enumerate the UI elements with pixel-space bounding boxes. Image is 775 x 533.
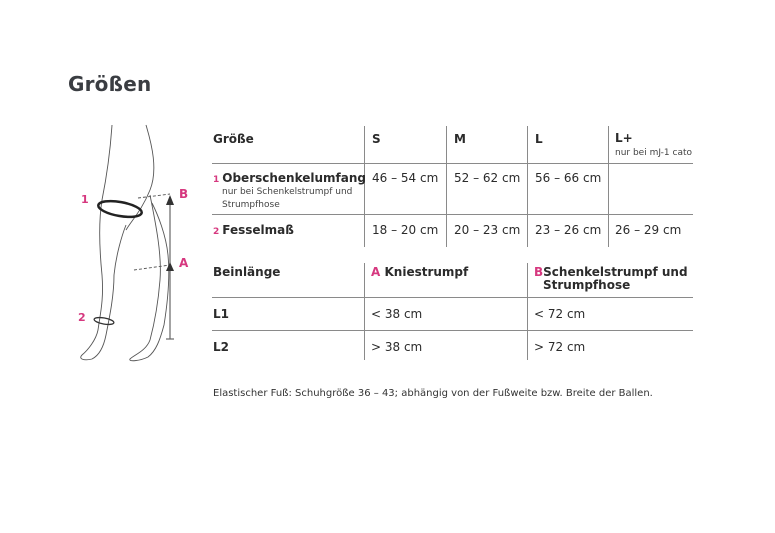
lplus-note: nur bei mJ-1 cato	[615, 148, 693, 158]
row-ankle-label	[213, 223, 294, 237]
cell-thigh-l: 56 – 66 cm	[535, 171, 602, 185]
cell-ankle-lplus: 26 – 29 cm	[615, 223, 682, 237]
row-number: 1	[213, 175, 220, 185]
marker-1: 1	[81, 193, 89, 206]
length-header-b	[534, 265, 688, 279]
cell-l2-b: > 72 cm	[534, 340, 586, 354]
cell-thigh-m: 52 – 62 cm	[454, 171, 521, 185]
page-title: Größen	[68, 72, 152, 96]
divider	[364, 126, 365, 247]
divider	[527, 126, 528, 247]
length-header-b-line2: Strumpfhose	[543, 278, 631, 292]
row-thigh-label	[213, 171, 366, 185]
divider	[212, 330, 693, 331]
col-b-text-1: Schenkelstrumpf und	[543, 265, 688, 279]
divider	[212, 163, 693, 164]
cell-ankle-m: 20 – 23 cm	[454, 223, 521, 237]
divider	[446, 126, 447, 247]
size-header-label: Größe	[213, 132, 254, 146]
leg-measurement-illustration	[70, 115, 200, 375]
letter-a: A	[371, 265, 381, 279]
cell-ankle-s: 18 – 20 cm	[372, 223, 439, 237]
row-label-text: Oberschenkelumfang	[222, 171, 367, 185]
cell-thigh-s: 46 – 54 cm	[372, 171, 439, 185]
length-header-a	[371, 265, 468, 279]
cell-l1-a: < 38 cm	[371, 307, 423, 321]
ankle-measure-band	[94, 316, 115, 325]
cell-l1-b: < 72 cm	[534, 307, 586, 321]
thigh-measure-band	[97, 198, 143, 219]
divider	[608, 126, 609, 247]
divider	[212, 297, 693, 298]
row-thigh-sublabel-1: nur bei Schenkelstrumpf und	[222, 187, 353, 197]
size-header-s: S	[372, 132, 381, 146]
cell-l2-a: > 38 cm	[371, 340, 423, 354]
cell-ankle-l: 23 – 26 cm	[535, 223, 602, 237]
row-number: 2	[213, 227, 220, 237]
size-header-lplus: L+	[615, 131, 633, 145]
row-thigh-sublabel-2: Strumpfhose	[222, 200, 280, 210]
footnote: Elastischer Fuß: Schuhgröße 36 – 43; abhängig von der Fußweite bzw. Breite der Ballen.	[213, 388, 653, 399]
row-l1-label: L1	[213, 307, 229, 321]
row-label-text: Fesselmaß	[222, 223, 294, 237]
divider	[212, 214, 693, 215]
row-l2-label: L2	[213, 340, 229, 354]
marker-A: A	[179, 256, 189, 270]
size-header-l: L	[535, 132, 543, 146]
letter-b: B	[534, 265, 544, 279]
marker-B: B	[179, 187, 189, 201]
marker-2: 2	[78, 311, 86, 324]
divider	[527, 263, 528, 360]
size-header-m: M	[454, 132, 466, 146]
col-a-text: Kniestrumpf	[384, 265, 469, 279]
divider	[364, 263, 365, 360]
length-header-label: Beinlänge	[213, 265, 281, 279]
